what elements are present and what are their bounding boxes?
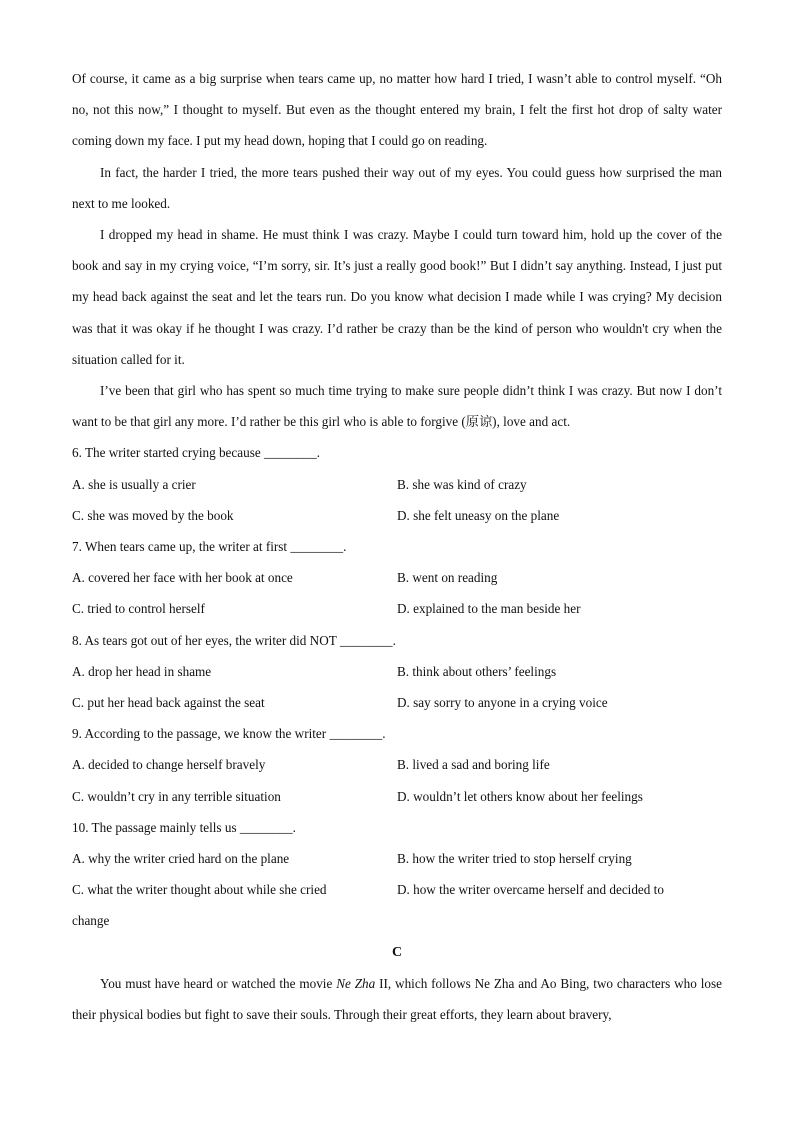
option-row [72,656,722,687]
option-d: D. explained to the man beside her [397,601,581,617]
question-9 [72,718,722,812]
option-d: D. wouldn’t let others know about her feelings [397,788,643,804]
option-a: A. why the writer cried hard on the plane [72,851,290,867]
passage-paragraph: I dropped my head in shame. He must think I was crazy. Maybe I could turn toward him, hold up the cover of the book and say in my crying voice, “I’m sorry, sir. It’s just a really good book!” But I didn’t say anything. Instead, I just put my head back against the seat and let the tears run. Do you know what decision I made while I was crying? My decision was that it was okay if he thought I was crazy. I’d rather be crazy than be the kind of person who wouldn't cry when the situation called for it. [72,227,722,367]
option-b: B. think about others’ feelings [397,663,557,679]
option-a: A. covered her face with her book at once [72,570,293,586]
option-c: C. put her head back against the seat [72,695,265,711]
option-c: C. she was moved by the book [72,507,234,523]
option-d: D. say sorry to anyone in a crying voice [397,695,608,711]
option-a: A. she is usually a crier [72,476,196,492]
movie-title: Ne Zha [336,975,376,991]
option-a: A. decided to change herself bravely [72,757,266,773]
question-6 [72,437,722,531]
passage-paragraph: I’ve been that girl who has spent so much time trying to make sure people didn’t think I was crazy. But now I don’t want to be that girl any more. I’d rather be this girl who is able to forgive (原谅), love and act. [72,383,722,430]
option-row [72,593,722,624]
option-a: A. drop her head in shame [72,663,212,679]
option-row [72,562,722,593]
question-10 [72,812,722,937]
intro-text: II, which follows Ne Zha and Ao Bing, two characters who lose their physical bodies but fight to save their souls. Through their great efforts, they learn about bravery, [72,975,722,1023]
document-page [72,63,722,1030]
question-stem: 8. As tears got out of her eyes, the writer did NOT ________. [72,632,396,648]
option-d: D. she felt uneasy on the plane [397,507,560,523]
option-d-continuation: change [72,913,110,929]
option-row [72,781,722,812]
option-c: C. wouldn’t cry in any terrible situation [72,788,281,804]
question-8 [72,625,722,719]
section-title: C [391,944,403,960]
option-b: B. lived a sad and boring life [397,757,550,773]
question-stem: 9. According to the passage, we know the writer ________. [72,726,386,742]
option-row [72,874,722,936]
question-stem: 10. The passage mainly tells us ________. [72,819,296,835]
question-stem: 6. The writer started crying because ________. [72,445,321,461]
passage-paragraph: Of course, it came as a big surprise when tears came up, no matter how hard I tried, I wasn’t able to control myself. “Oh no, not this now,” I thought to myself. But even as the thought entered my brain, I felt the first hot drop of salty water coming down my face. I put my head down, hoping that I could go on reading. [72,71,722,149]
option-row [72,843,722,874]
option-b: B. how the writer tried to stop herself crying [397,851,632,867]
option-d-text: D. how the writer overcame herself and decided to [397,882,664,898]
option-row [72,749,722,780]
option-b: B. went on reading [397,570,498,586]
question-stem: 7. When tears came up, the writer at first ________. [72,539,347,555]
option-b: B. she was kind of crazy [397,476,527,492]
option-c: C. tried to control herself [72,601,205,617]
intro-text: You must have heard or watched the movie [100,975,337,991]
passage-paragraph: In fact, the harder I tried, the more tears pushed their way out of my eyes. You could guess how surprised the man next to me looked. [72,164,722,211]
option-row [72,500,722,531]
question-7 [72,531,722,625]
option-c: C. what the writer thought about while she cried [72,882,327,898]
option-row [72,687,722,718]
passage-paragraph [72,968,722,1030]
option-row [72,469,722,500]
